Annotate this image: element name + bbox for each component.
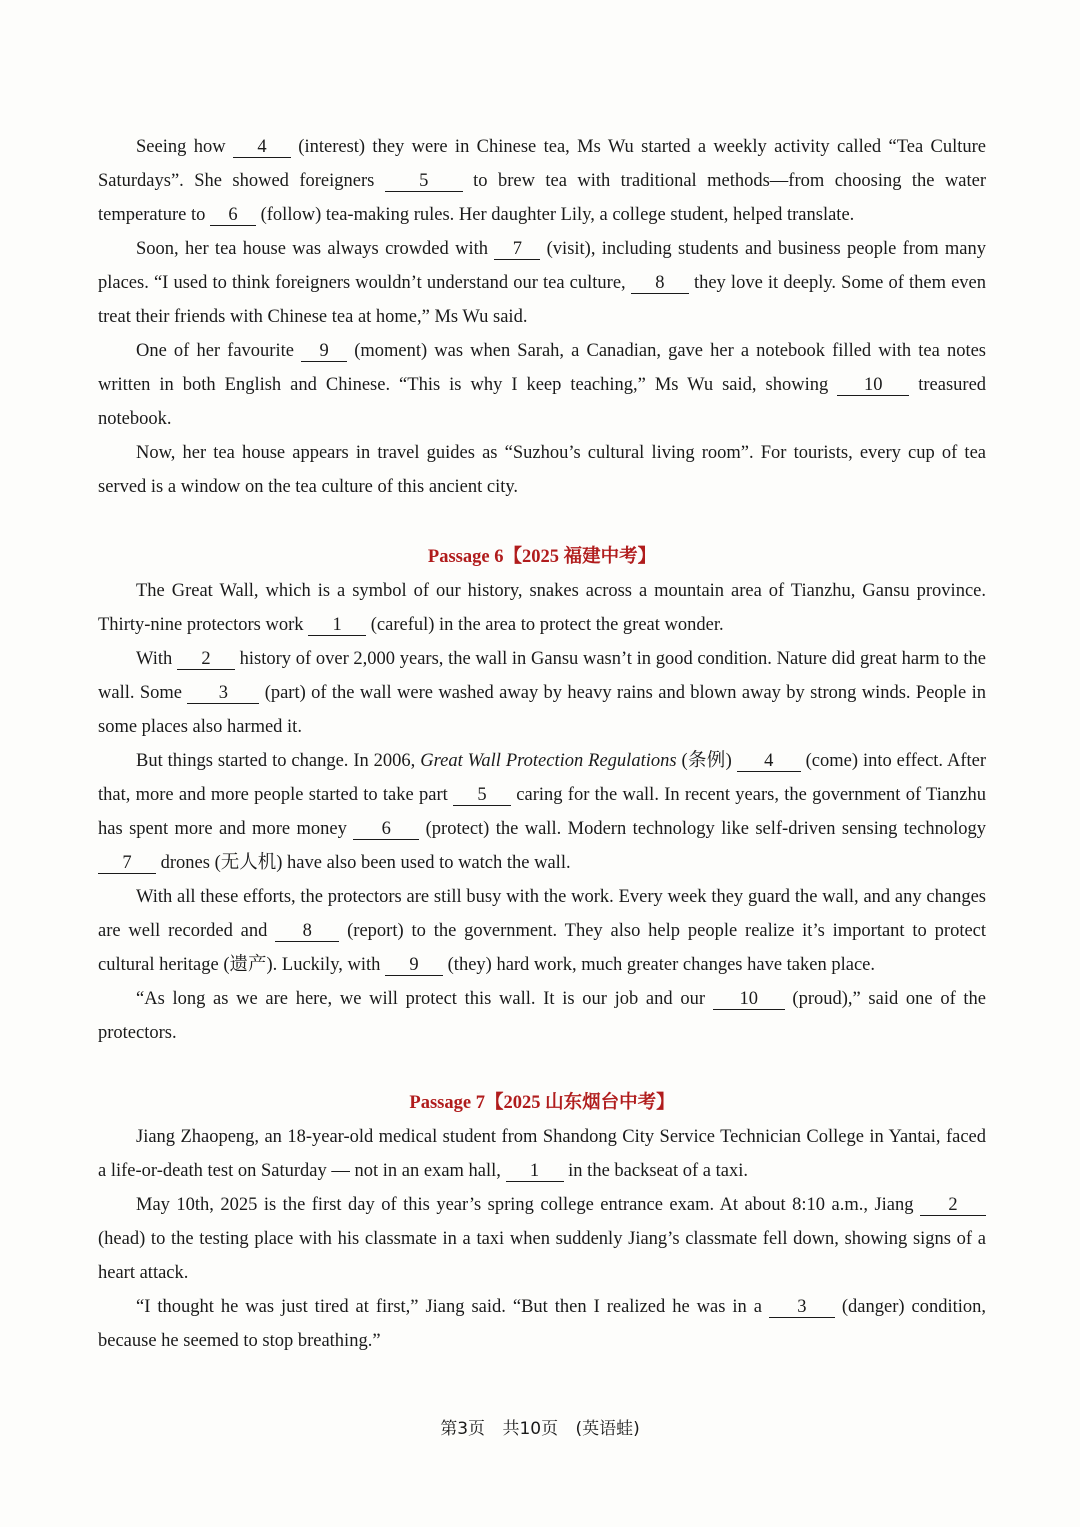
p6-blank-4[interactable]: 4 xyxy=(737,751,801,772)
p5-paragraph-3: One of her favourite 9 (moment) was when Sarah, a Canadian, gave her a notebook filled with tea notes written in both English and Chinese. “This is why I keep teaching,” Ms Wu said, showing 10 treasured notebook. xyxy=(98,341,987,429)
p7-paragraph-3: “I thought he was just tired at first,” Jiang said. “But then I realized he was in a 3 (danger) condition, because he seemed to stop breathing.” xyxy=(98,1297,986,1351)
p5-paragraph-1: Seeing how 4 (interest) they were in Chinese tea, Ms Wu started a weekly activity called “Tea Culture Saturdays”. She showed foreigners 5 to brew tea with traditional methods—from choosing the water temperature to 6 (follow) tea-making rules. Her daughter Lily, a college student, helped translate. xyxy=(98,137,987,225)
page-content xyxy=(98,130,986,1358)
p7-paragraph-2: May 10th, 2025 is the first day of this year’s spring college entrance exam. At about 8:10 a.m., Jiang 2 (head) to the testing place with his classmate in a taxi when suddenly Jiang’s classmate fell down, showing signs of a heart attack. xyxy=(98,1195,986,1283)
p7-blank-1[interactable]: 1 xyxy=(506,1161,564,1182)
p5-paragraph-4: Now, her tea house appears in travel guides as “Suzhou’s cultural living room”. For tourists, every cup of tea served is a window on the tea culture of this ancient city. xyxy=(98,443,986,497)
passage-7-title: Passage 7【2025 山东烟台中考】 xyxy=(409,1093,675,1113)
blank-5[interactable]: 5 xyxy=(385,171,463,192)
footer-source: (英语蛙) xyxy=(575,1419,640,1439)
p6-blank-2[interactable]: 2 xyxy=(177,649,235,670)
p6-blank-8[interactable]: 8 xyxy=(275,921,339,942)
p6-paragraph-3: But things started to change. In 2006, Great Wall Protection Regulations (条例) 4 (come) into effect. After that, more and more people started to take part 5 caring for the wall. In recent years, the government of Tianzhu has spent more and more money 6 (protect) the wall. Modern technology like self-driven sensing technology 7 drones (无人机) have also been used to watch the wall. xyxy=(98,751,987,873)
p6-blank-7[interactable]: 7 xyxy=(98,853,156,874)
blank-9[interactable]: 9 xyxy=(301,341,347,362)
p7-paragraph-1: Jiang Zhaopeng, an 18-year-old medical student from Shandong City Service Technician College in Yantai, faced a life-or-death test on Saturday — not in an exam hall, 1 in the backseat of a taxi. xyxy=(98,1127,986,1181)
p6-blank-9[interactable]: 9 xyxy=(385,955,443,976)
p6-paragraph-2: With 2 history of over 2,000 years, the wall in Gansu wasn’t in good condition. Nature did great harm to the wall. Some 3 (part) of the wall were washed away by heavy rains and blown away by strong winds. People in some places also harmed it. xyxy=(98,649,987,737)
p6-blank-3[interactable]: 3 xyxy=(187,683,259,704)
p6-paragraph-1: The Great Wall, which is a symbol of our history, snakes across a mountain area of Tianzhu, Gansu province. Thirty-nine protectors work 1 (careful) in the area to protect the great wonder. xyxy=(98,581,986,635)
p6-blank-1[interactable]: 1 xyxy=(308,615,366,636)
blank-6[interactable]: 6 xyxy=(210,205,256,226)
p5-paragraph-2: Soon, her tea house was always crowded with 7 (visit), including students and business people from many places. “I used to think foreigners wouldn’t understand our tea culture, 8 they love it deeply. Some of them even treat their friends with Chinese tea at home,” Ms Wu said. xyxy=(98,239,987,327)
blank-8[interactable]: 8 xyxy=(631,273,689,294)
passage-6-title: Passage 6【2025 福建中考】 xyxy=(427,547,657,567)
p6-paragraph-5: “As long as we are here, we will protect this wall. It is our job and our 10 (proud),” said one of the protectors. xyxy=(98,989,987,1043)
blank-4[interactable]: 4 xyxy=(233,137,291,158)
p6-paragraph-4: With all these efforts, the protectors are still busy with the work. Every week they guard the wall, and any changes are well recorded and 8 (report) to the government. They also help people realize it’s important to protect cultural heritage (遗产). Luckily, with 9 (they) hard work, much greater changes have taken place. xyxy=(98,887,987,975)
page-number: 第3页 xyxy=(440,1419,486,1439)
page-total: 共10页 xyxy=(502,1419,559,1439)
blank-7[interactable]: 7 xyxy=(494,239,540,260)
blank-10[interactable]: 10 xyxy=(837,375,909,396)
p6-blank-5[interactable]: 5 xyxy=(453,785,511,806)
p7-blank-2[interactable]: 2 xyxy=(920,1195,986,1216)
page-footer xyxy=(0,1414,1080,1439)
p6-blank-6[interactable]: 6 xyxy=(353,819,419,840)
p6-blank-10[interactable]: 10 xyxy=(713,989,785,1010)
p7-blank-3[interactable]: 3 xyxy=(769,1297,835,1318)
